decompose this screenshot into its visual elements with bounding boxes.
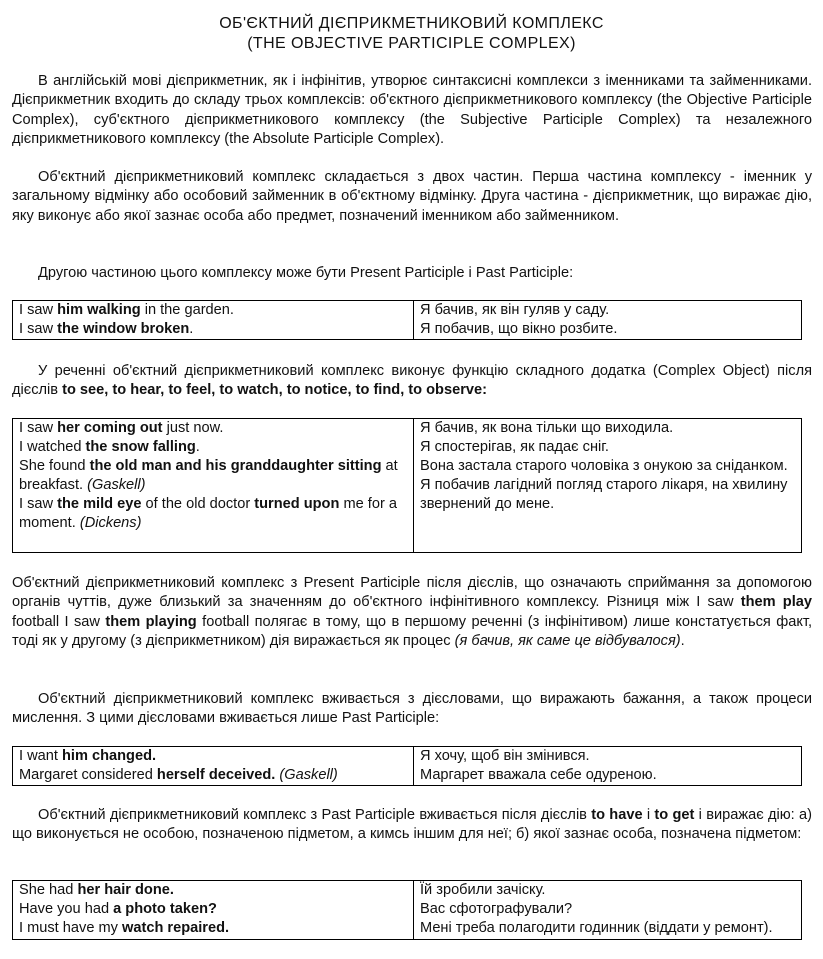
translation-sentence <box>420 457 795 476</box>
translation-run: Я бачив, як вона тільки що виходила. <box>420 420 674 436</box>
translation-run: Я хочу, щоб він змінився. <box>420 748 590 764</box>
translation-run: Я бачив, як він гуляв у саду. <box>420 302 610 318</box>
example-run: the old man and his granddaughter sitting <box>89 458 382 474</box>
example-run: of the old doctor <box>141 496 255 512</box>
example-run: a photo taken? <box>113 901 217 917</box>
example-run: I saw <box>19 420 58 436</box>
ukrainian-translations-cell <box>414 747 802 786</box>
title-line-1: ОБ'ЄКТНИЙ ДІЄПРИКМЕТНИКОВИЙ КОМПЛЕКС <box>219 15 604 32</box>
example-run: Margaret considered <box>19 767 157 783</box>
text-run: football полягає в тому, що в першому реченні (з інфінітивом) лише констатується факт, тоді як у другому (з дієприкметником) дія виражається як процес <box>12 613 812 649</box>
english-examples-cell <box>13 747 414 786</box>
text-run: Об'єктний дієприкметниковий комплекс з Past Participle вживається після дієслів <box>38 807 592 823</box>
title-line-2: (THE OBJECTIVE PARTICIPLE COMPLEX) <box>247 35 576 52</box>
example-run: . <box>189 321 194 337</box>
example-run: turned upon <box>254 496 340 512</box>
text-run: Другою частиною цього комплексу може бути Present Participle і Past Participle: <box>38 265 574 281</box>
example-run: him changed. <box>62 748 157 764</box>
text-run: to have <box>591 807 643 823</box>
example-run: I saw <box>19 496 58 512</box>
translation-sentence <box>420 438 795 457</box>
text-run: і виражає дію: а) що виконується не особою, позначеною підметом, а кимсь іншим для неї; б) якої зазнає особа, позначена підметом: <box>12 807 813 843</box>
examples-table-2 <box>12 418 802 553</box>
ukrainian-translations-cell <box>414 881 802 940</box>
ukrainian-translations-cell <box>414 301 802 340</box>
text-run: Об'єктний дієприкметниковий комплекс з Present Participle після дієслів, що означають сприймання за допомогою органів чуттів, дуже близький за значенням до об'єктного інфінітивного комплексу. Різниця між I saw <box>12 575 812 611</box>
example-sentence <box>19 495 407 533</box>
paragraph-complex-structure <box>12 168 812 226</box>
example-sentence <box>19 457 407 495</box>
example-run: (Gaskell) <box>279 767 338 783</box>
translation-sentence <box>420 766 795 785</box>
example-run: Have you had <box>19 901 114 917</box>
text-run: them playing <box>105 613 197 630</box>
text-run: football I saw <box>12 613 106 630</box>
example-run: in the garden. <box>140 302 234 318</box>
paragraph-past-participle <box>12 806 812 845</box>
page-title <box>0 14 823 54</box>
paragraph-present-participle <box>12 574 812 651</box>
translation-run: Я побачив, що вікно розбите. <box>420 321 618 337</box>
text-run: Об'єктний дієприкметниковий комплекс складається з двох частин. Перша частина комплексу - іменник у загальному відмінку або особовий займенник в об'єктному відмінку. Друга частина - дієприкметник, що виражає дію, яку виконує або якої зазнає особа або предмет, позначений іменником або займенником. <box>12 169 812 224</box>
english-examples-cell <box>13 419 414 553</box>
example-run: (Gaskell) <box>87 477 146 493</box>
example-sentence <box>19 438 407 457</box>
translation-run: Мені треба полагодити годинник (віддати у ремонт). <box>420 920 773 936</box>
text-run: Об'єктний дієприкметниковий комплекс вживається з дієсловами, що виражають бажання, а також процеси мислення. З цими дієсловами вживається лише Past Participle: <box>12 691 812 727</box>
paragraph-wishes <box>12 690 812 729</box>
example-run: I saw <box>19 321 58 337</box>
text-run: . <box>680 632 685 649</box>
example-sentence <box>19 919 407 938</box>
english-examples-cell <box>13 881 414 940</box>
translation-run: Маргарет вважала себе одуреною. <box>420 767 657 783</box>
translation-run: Вона застала старого чоловіка з онукою за сніданком. <box>420 458 788 474</box>
example-run: her hair done. <box>77 882 174 898</box>
translation-run: Я спостерігав, як падає сніг. <box>420 439 609 455</box>
example-sentence <box>19 320 407 339</box>
paragraph-complex-object <box>12 362 812 401</box>
example-sentence <box>19 881 407 900</box>
text-run: В англійській мові дієприкметник, як і інфінітив, утворює синтаксисні комплекси з іменниками та займенниками. Дієприкметник входить до складу трьох комплексів: об'єктного дієприкметникового комплексу (the Objective Participle Complex), суб'єктного дієприкметникового комплексу (the Subjective Participle Complex) та незалежного дієприкметникового комплексу (the Absolute Participle Complex). <box>12 73 812 147</box>
translation-sentence <box>420 476 795 514</box>
example-sentence <box>19 900 407 919</box>
example-run: the mild eye <box>57 496 142 512</box>
examples-table-4 <box>12 880 802 940</box>
text-run: (я бачив, як саме це відбувалося) <box>454 632 681 649</box>
text-run: і <box>642 807 655 823</box>
example-run: at breakfast. <box>19 458 398 493</box>
example-run: herself deceived. <box>156 767 276 783</box>
translation-run: Їй зробили зачіску. <box>420 882 546 898</box>
translation-sentence <box>420 301 795 320</box>
example-sentence <box>19 766 407 785</box>
example-run: I want <box>19 748 62 764</box>
examples-table-1 <box>12 300 802 340</box>
example-sentence <box>19 747 407 766</box>
paragraph-second-part <box>12 264 812 283</box>
example-run: She found <box>19 458 90 474</box>
ukrainian-translations-cell <box>414 419 802 553</box>
text-run: them play <box>740 594 812 611</box>
example-run: just now. <box>162 420 224 436</box>
example-run: I saw <box>19 302 58 318</box>
translation-run: Вас сфотографували? <box>420 901 573 917</box>
text-run: У реченні об'єктний дієприкметниковий комплекс виконує функцію складного додатка (Complex Object) після дієслів <box>12 363 812 399</box>
example-run: the window broken <box>57 321 190 337</box>
translation-sentence <box>420 881 795 900</box>
translation-run: Я побачив лагідний погляд старого лікаря, на хвилину звернений до мене. <box>420 477 788 512</box>
translation-sentence <box>420 747 795 766</box>
example-run: (Dickens) <box>79 515 142 531</box>
example-run: I must have my <box>19 920 122 936</box>
example-run: watch repaired. <box>122 920 230 936</box>
paragraph-intro <box>12 72 812 149</box>
translation-sentence <box>420 320 795 339</box>
example-run: the snow falling <box>85 439 196 455</box>
example-run: She had <box>19 882 78 898</box>
translation-sentence <box>420 419 795 438</box>
example-run: . <box>195 439 200 455</box>
example-run: her coming out <box>57 420 163 436</box>
english-examples-cell <box>13 301 414 340</box>
example-run: me for a moment. <box>19 496 397 531</box>
text-run: to see, to hear, to feel, to watch, to notice, to find, to observe: <box>62 382 487 399</box>
example-sentence <box>19 301 407 320</box>
translation-sentence <box>420 900 795 919</box>
translation-sentence <box>420 919 795 938</box>
example-run: I watched <box>19 439 86 455</box>
text-run: to get <box>654 807 695 823</box>
example-sentence <box>19 419 407 438</box>
examples-table-3 <box>12 746 802 786</box>
example-run: him walking <box>57 302 141 318</box>
